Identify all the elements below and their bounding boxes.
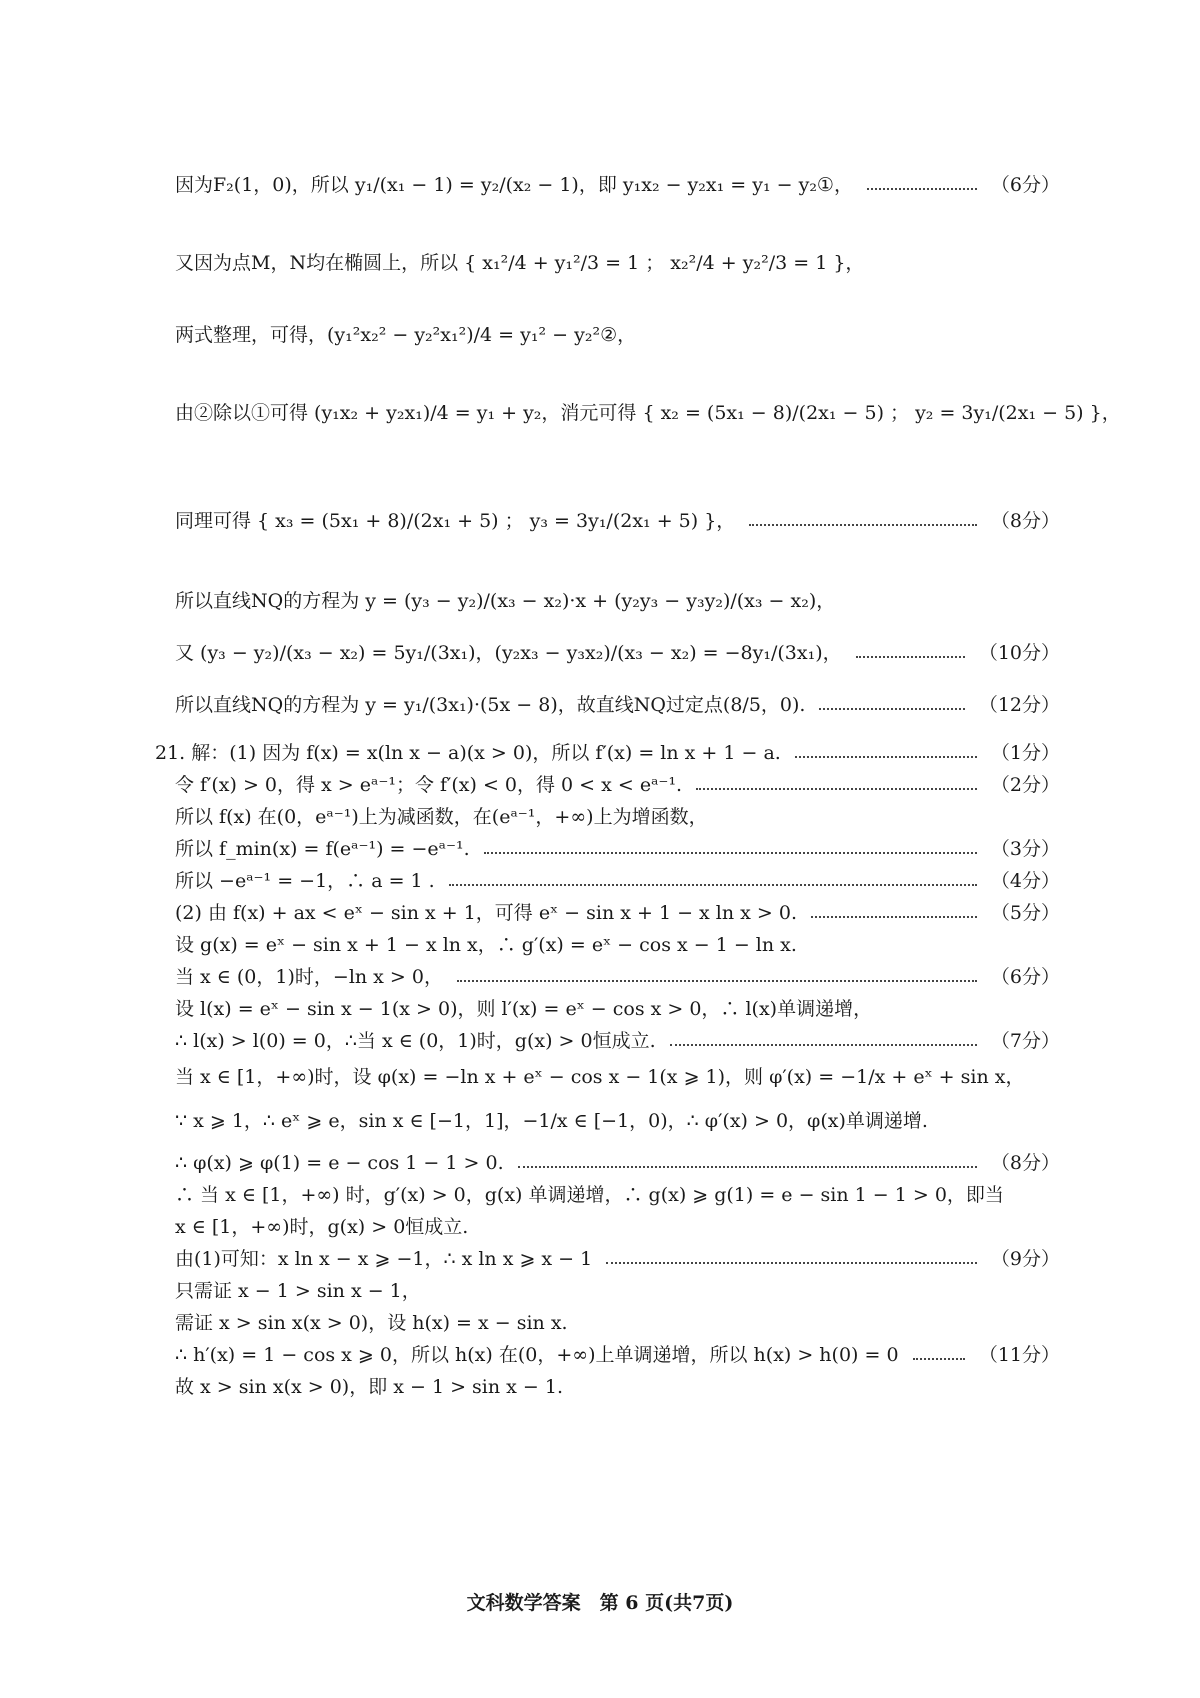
line-text: 只需证 x − 1 > sin x − 1，	[175, 1280, 421, 1302]
line-text: ∴ h′(x) = 1 − cos x ⩾ 0，所以 h(x) 在(0，+∞)上单调递增，所以 h(x) > h(0) = 0	[175, 1344, 899, 1366]
score-label: （8分）	[990, 1152, 1060, 1174]
answer-line	[175, 1310, 1060, 1336]
answer-line	[175, 1150, 1060, 1176]
leader-dots	[606, 1262, 977, 1264]
line-text: ∴ φ(x) ⩾ φ(1) = e − cos 1 − 1 > 0.	[175, 1152, 504, 1174]
leader-dots	[457, 980, 977, 982]
line-text: 同理可得 { x₃ = (5x₁ + 8)/(2x₁ + 5) ； y₃ = 3y₁/(2x₁ + 5) }，	[175, 510, 736, 532]
score-label: （4分）	[990, 870, 1060, 892]
leader-dots	[484, 852, 977, 854]
leader-dots	[913, 1358, 965, 1360]
answer-line	[175, 508, 1060, 534]
line-text: 设 g(x) = eˣ − sin x + 1 − x ln x，∴ g′(x) = eˣ − cos x − 1 − ln x.	[175, 934, 797, 956]
score-label: （6分）	[990, 174, 1060, 196]
score-label: （1分）	[990, 742, 1060, 764]
score-label: （5分）	[990, 902, 1060, 924]
answer-line	[175, 1246, 1060, 1272]
leader-dots	[867, 188, 977, 190]
leader-dots	[518, 1166, 977, 1168]
line-text: 由②除以①可得 (y₁x₂ + y₂x₁)/4 = y₁ + y₂，消元可得 { x₂ = (5x₁ − 8)/(2x₁ − 5) ； y₂ = 3y₁/(2x₁ − 5) }，	[175, 402, 1121, 424]
answer-line	[175, 772, 1060, 798]
line-text: 所以 f_min(x) = f(eᵃ⁻¹) = −eᵃ⁻¹.	[175, 838, 470, 860]
leader-dots	[696, 788, 977, 790]
answer-line	[175, 692, 1060, 718]
answer-line	[175, 1028, 1060, 1054]
answer-line	[175, 996, 1060, 1022]
line-text: 当 x ∈ (0，1)时，−ln x > 0，	[175, 966, 443, 988]
answer-line	[175, 868, 1060, 894]
answer-line	[175, 322, 1060, 348]
leader-dots	[449, 884, 977, 886]
answer-line	[175, 964, 1060, 990]
leader-dots	[819, 708, 964, 710]
answer-line	[175, 1064, 1060, 1090]
leader-dots	[811, 916, 977, 918]
score-label: （6分）	[990, 966, 1060, 988]
leader-dots	[670, 1044, 977, 1046]
answer-line	[175, 932, 1060, 958]
line-text: 两式整理，可得，(y₁²x₂² − y₂²x₁²)/4 = y₁² − y₂²②，	[175, 324, 637, 346]
answer-line	[175, 1278, 1060, 1304]
answer-line	[175, 1374, 1060, 1400]
score-label: （2分）	[990, 774, 1060, 796]
answer-line	[175, 640, 1060, 666]
answer-line	[175, 1108, 1060, 1134]
line-text: 所以 −eᵃ⁻¹ = −1，∴ a = 1 .	[175, 870, 435, 892]
line-text: 设 l(x) = eˣ − sin x − 1(x > 0)，则 l′(x) = eˣ − cos x > 0，∴ l(x)单调递增，	[175, 998, 873, 1020]
score-label: （9分）	[990, 1248, 1060, 1270]
score-label: （3分）	[990, 838, 1060, 860]
line-text: ∴ 当 x ∈ [1，+∞) 时，g′(x) > 0，g(x) 单调递增，∴ g(x) ⩾ g(1) = e − sin 1 − 1 > 0，即当	[175, 1184, 1004, 1206]
line-text: ∴ l(x) > l(0) = 0，∴当 x ∈ (0，1)时，g(x) > 0恒成立.	[175, 1030, 656, 1052]
line-text: 当 x ∈ [1，+∞)时，设 φ(x) = −ln x + eˣ − cos x − 1(x ⩾ 1)，则 φ′(x) = −1/x + eˣ + sin x，	[175, 1066, 1025, 1088]
answer-line	[175, 836, 1060, 862]
answer-line	[175, 172, 1060, 198]
line-text: 所以 f(x) 在(0，eᵃ⁻¹)上为减函数，在(eᵃ⁻¹，+∞)上为增函数，	[175, 806, 708, 828]
line-text: 21. 解：(1) 因为 f(x) = x(ln x − a)(x > 0)，所以 f′(x) = ln x + 1 − a.	[155, 742, 781, 764]
leader-dots	[795, 756, 977, 758]
score-label: （12分）	[978, 694, 1060, 716]
score-label: （8分）	[990, 510, 1060, 532]
page-footer: 文科数学答案 第 6 页(共7页)	[466, 1592, 734, 1614]
leader-dots	[856, 656, 965, 658]
line-text: 由(1)可知：x ln x − x ⩾ −1，∴ x ln x ⩾ x − 1	[175, 1248, 593, 1270]
answer-line	[175, 1182, 1060, 1208]
leader-dots	[749, 524, 977, 526]
line-text: x ∈ [1，+∞)时，g(x) > 0恒成立.	[175, 1216, 469, 1238]
answer-line	[175, 1214, 1060, 1240]
answer-line	[175, 804, 1060, 830]
answer-line	[175, 400, 1121, 426]
score-label: （7分）	[990, 1030, 1060, 1052]
line-text: 又 (y₃ − y₂)/(x₃ − x₂) = 5y₁/(3x₁)，(y₂x₃ − y₃x₂)/(x₃ − x₂) = −8y₁/(3x₁)，	[175, 642, 842, 664]
answer-line	[175, 588, 1060, 614]
answer-line	[155, 740, 1060, 766]
score-label: （11分）	[978, 1344, 1060, 1366]
score-label: （10分）	[978, 642, 1060, 664]
answer-line	[175, 250, 1060, 276]
line-text: 又因为点M，N均在椭圆上，所以 { x₁²/4 + y₁²/3 = 1 ； x₂²/4 + y₂²/3 = 1 }，	[175, 252, 865, 274]
line-text: 故 x > sin x(x > 0)，即 x − 1 > sin x − 1.	[175, 1376, 563, 1398]
answer-line	[175, 900, 1060, 926]
line-text: 令 f′(x) > 0，得 x > eᵃ⁻¹；令 f′(x) < 0，得 0 < x < eᵃ⁻¹.	[175, 774, 683, 796]
line-text: ∵ x ⩾ 1，∴ eˣ ⩾ e，sin x ∈ [−1，1]，−1/x ∈ [−1，0)，∴ φ′(x) > 0，φ(x)单调递增.	[175, 1110, 928, 1132]
answer-line	[175, 1342, 1060, 1368]
line-text: (2) 由 f(x) + ax < eˣ − sin x + 1，可得 eˣ − sin x + 1 − x ln x > 0.	[175, 902, 797, 924]
line-text: 所以直线NQ的方程为 y = (y₃ − y₂)/(x₃ − x₂)·x + (y₂y₃ − y₃y₂)/(x₃ − x₂)，	[175, 590, 836, 612]
line-text: 因为F₂(1，0)，所以 y₁/(x₁ − 1) = y₂/(x₂ − 1)，即 y₁x₂ − y₂x₁ = y₁ − y₂①，	[175, 174, 853, 196]
line-text: 需证 x > sin x(x > 0)，设 h(x) = x − sin x.	[175, 1312, 568, 1334]
line-text: 所以直线NQ的方程为 y = y₁/(3x₁)·(5x − 8)，故直线NQ过定点(8/5，0).	[175, 694, 806, 716]
